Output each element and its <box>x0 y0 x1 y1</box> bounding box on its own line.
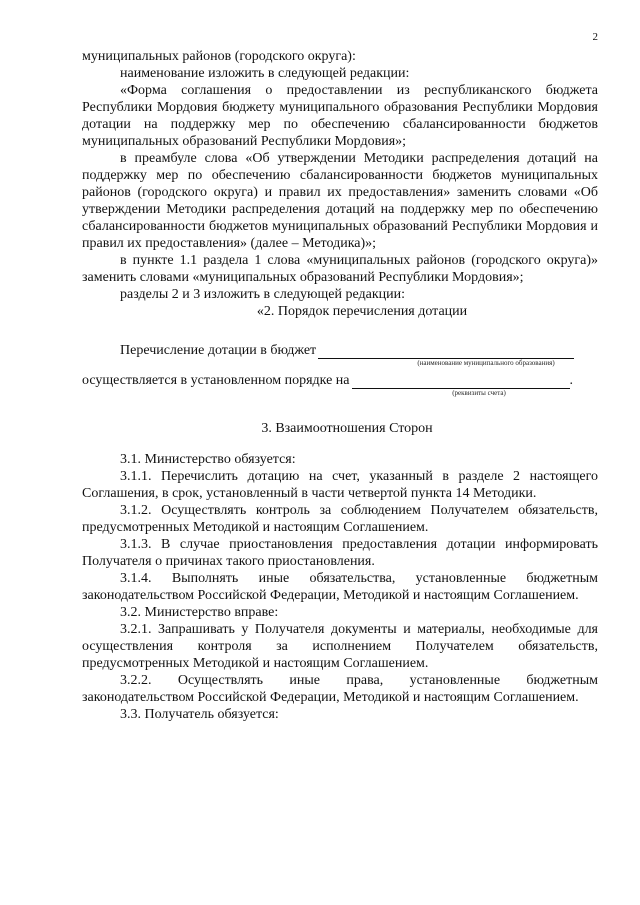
paragraph-sections-instruction: разделы 2 и 3 изложить в следующей редакции: <box>120 287 405 302</box>
clause-3-2-1: 3.2.1. Запрашивать у Получателя документы и материалы, необходимые для осуществления контроля за исполнением Получателем обязательств, предусмотренных Методикой и настоящим Соглашением. <box>82 622 598 671</box>
paragraph-continuation: муниципальных районов (городского округа): <box>82 49 356 64</box>
account-details-caption: (реквизиты счета) <box>452 389 506 397</box>
paragraph-clause-change: в пункте 1.1 раздела 1 слова «муниципальных районов (городского округа)» заменить словами «муниципальных образований Республики Мордовия»; <box>82 253 598 285</box>
clause-3-1-1: 3.1.1. Перечислить дотацию на счет, указанный в разделе 2 настоящего Соглашения, в срок, установленный в части четвертой пункта 14 Методики. <box>82 469 598 501</box>
section-2-heading: «2. Порядок перечисления дотации <box>256 304 468 319</box>
account-details-label: осуществляется в установленном порядке на <box>82 373 350 388</box>
transfer-budget-field <box>82 342 598 368</box>
municipality-name-blank <box>318 344 574 359</box>
transfer-budget-label: Перечисление дотации в бюджет <box>120 343 317 358</box>
page-number: 2 <box>592 31 598 43</box>
clause-3-1-2: 3.1.2. Осуществлять контроль за соблюдением Получателем обязательств, предусмотренных Методикой и настоящим Соглашением. <box>82 503 598 535</box>
clause-3-1-4: 3.1.4. Выполнять иные обязательства, установленные бюджетным законодательством Российской Федерации, Методикой и настоящим Соглашением. <box>82 571 598 603</box>
section-3-items <box>82 451 598 723</box>
clause-3-2-2: 3.2.2. Осуществлять иные права, установленные бюджетным законодательством Российской Федерации, Методикой и настоящим Соглашением. <box>82 673 598 705</box>
clause-3-3: 3.3. Получатель обязуется: <box>120 707 279 722</box>
clause-3-2: 3.2. Министерство вправе: <box>120 605 279 620</box>
municipality-name-caption: (наименование муниципального образования) <box>417 359 555 367</box>
account-details-field <box>82 372 598 398</box>
clause-3-1-3: 3.1.3. В случае приостановления предоставления дотации информировать Получателя о причинах такого приостановления. <box>82 537 598 569</box>
clause-3-1: 3.1. Министерство обязуется: <box>120 452 296 467</box>
paragraph-preamble-change: в преамбуле слова «Об утверждении Методики распределения дотаций на поддержку мер по обеспечению сбалансированности бюджетов муниципальных районов (городского округа) и правил их предоставления» заменить словами «Об утверждении Методики распределения дотаций на поддержку мер по обеспечению сбалансированности бюджетов муниципальных образований Республики Мордовия и правил их предоставления» (далее – Методика)»; <box>82 151 598 251</box>
document-body <box>82 48 598 723</box>
paragraph-title-instruction: наименование изложить в следующей редакции: <box>120 66 410 81</box>
account-details-blank <box>352 374 570 389</box>
paragraph-new-title: «Форма соглашения о предоставлении из республиканского бюджета Республики Мордовия бюджету муниципального образования Республики Мордовия дотации на поддержку мер по обеспечению сбалансированности бюджетов муниципальных образований Республики Мордовия»; <box>82 83 598 149</box>
account-details-end: . <box>569 373 574 388</box>
section-3-heading: 3. Взаимоотношения Сторон <box>261 421 433 436</box>
